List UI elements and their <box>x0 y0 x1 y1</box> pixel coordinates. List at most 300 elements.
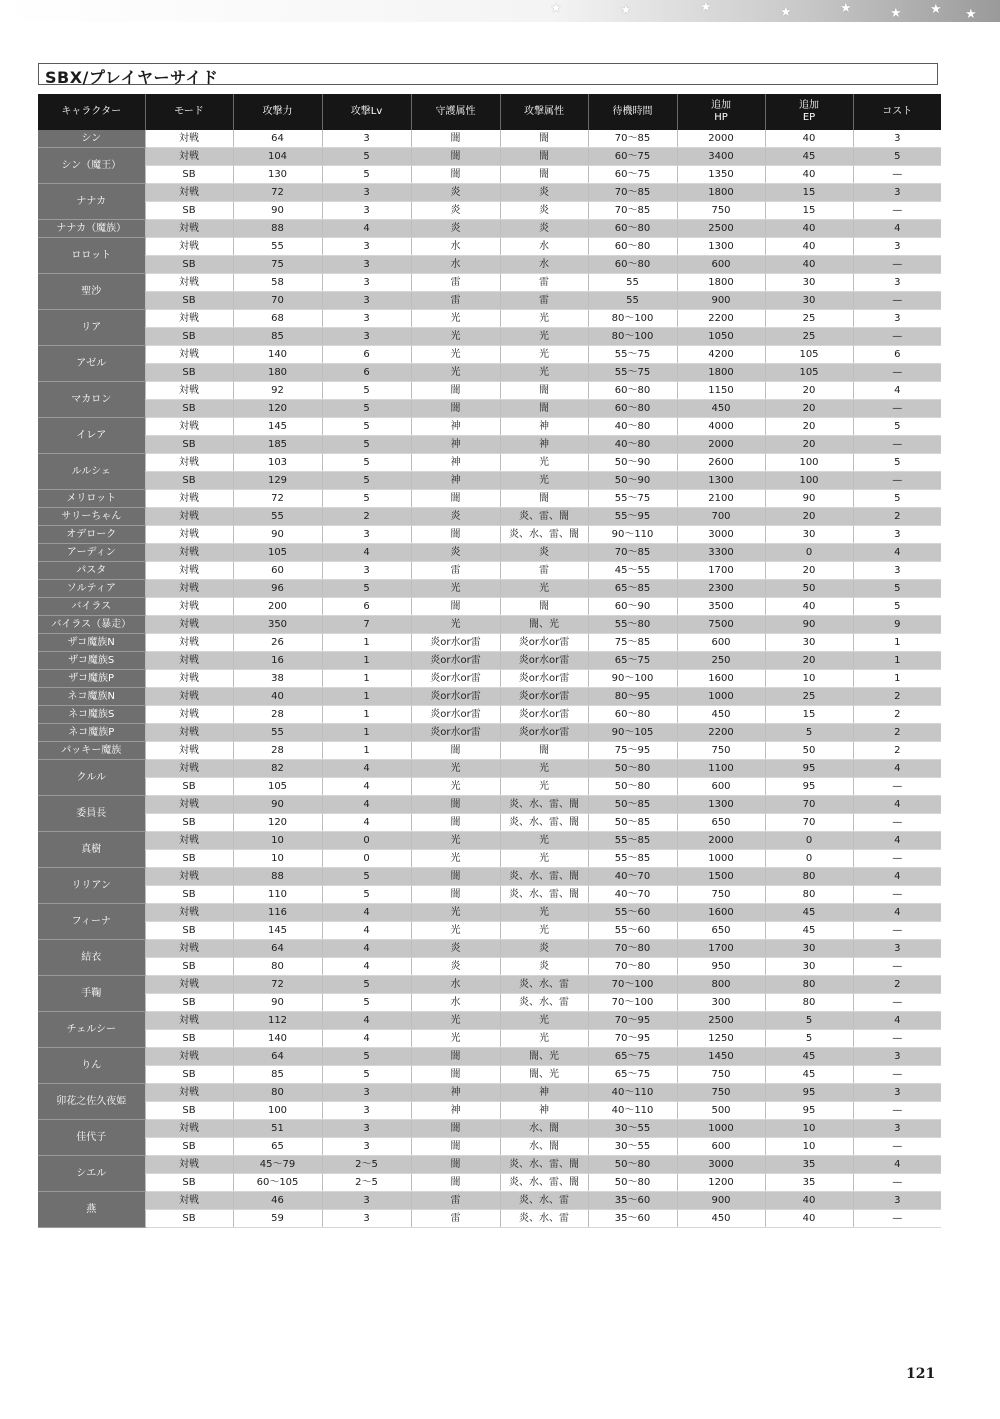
extra-hp-cell: 1450 <box>677 1048 765 1066</box>
cost-cell: — <box>853 1174 941 1192</box>
attack-lv-cell: 4 <box>322 904 411 922</box>
extra-hp-cell: 1100 <box>677 760 765 778</box>
mode-cell: SB <box>145 256 233 274</box>
character-name-cell: ザコ魔族N <box>38 634 145 652</box>
wait-time-cell: 40〜110 <box>588 1084 677 1102</box>
attack-lv-cell: 3 <box>322 292 411 310</box>
top-decorative-band <box>0 0 1000 22</box>
attack-attribute-cell: 雷 <box>500 292 588 310</box>
attack-lv-cell: 3 <box>322 274 411 292</box>
cost-cell: — <box>853 922 941 940</box>
attack-lv-cell: 1 <box>322 742 411 760</box>
attack-attribute-cell: 光 <box>500 1012 588 1030</box>
guard-attribute-cell: 闇 <box>411 1120 500 1138</box>
guard-attribute-cell: 闇 <box>411 796 500 814</box>
attack-cell: 51 <box>233 1120 322 1138</box>
table-row <box>38 652 941 670</box>
table-row <box>38 1102 941 1120</box>
attack-attribute-cell: 闇 <box>500 598 588 616</box>
attack-attribute-cell: 闇 <box>500 490 588 508</box>
extra-ep-cell: 50 <box>765 580 853 598</box>
cost-cell: 1 <box>853 652 941 670</box>
extra-hp-cell: 1000 <box>677 1120 765 1138</box>
table-row <box>38 202 941 220</box>
character-name-cell: シン <box>38 130 145 148</box>
table-row <box>38 742 941 760</box>
extra-hp-cell: 750 <box>677 1084 765 1102</box>
header-attack-attribute: 攻撃属性 <box>500 94 588 130</box>
table-row <box>38 1156 941 1174</box>
attack-attribute-cell: 炎、水、雷、闇 <box>500 886 588 904</box>
cost-cell: 5 <box>853 490 941 508</box>
attack-lv-cell: 1 <box>322 724 411 742</box>
cost-cell: 3 <box>853 526 941 544</box>
character-name-cell: 手鞠 <box>38 976 145 1012</box>
guard-attribute-cell: 神 <box>411 418 500 436</box>
attack-attribute-cell: 炎、水、雷、闇 <box>500 868 588 886</box>
table-row <box>38 454 941 472</box>
extra-hp-cell: 2000 <box>677 130 765 148</box>
cost-cell: 1 <box>853 634 941 652</box>
character-name-cell: 卯花之佐久夜姫 <box>38 1084 145 1120</box>
table-row <box>38 238 941 256</box>
attack-cell: 92 <box>233 382 322 400</box>
cost-cell: 2 <box>853 724 941 742</box>
mode-cell: SB <box>145 958 233 976</box>
character-stats-table <box>38 94 941 1228</box>
attack-lv-cell: 3 <box>322 238 411 256</box>
attack-lv-cell: 3 <box>322 1084 411 1102</box>
wait-time-cell: 45〜55 <box>588 562 677 580</box>
extra-ep-cell: 80 <box>765 868 853 886</box>
mode-cell: SB <box>145 1102 233 1120</box>
attack-lv-cell: 6 <box>322 346 411 364</box>
extra-ep-cell: 95 <box>765 1102 853 1120</box>
extra-ep-cell: 40 <box>765 166 853 184</box>
extra-hp-cell: 1300 <box>677 238 765 256</box>
attack-cell: 72 <box>233 490 322 508</box>
attack-attribute-cell: 炎 <box>500 202 588 220</box>
extra-hp-cell: 1300 <box>677 472 765 490</box>
table-row <box>38 688 941 706</box>
cost-cell: — <box>853 814 941 832</box>
extra-hp-cell: 2500 <box>677 220 765 238</box>
attack-attribute-cell: 神 <box>500 1102 588 1120</box>
mode-cell: 対戦 <box>145 508 233 526</box>
character-name-cell: アーディン <box>38 544 145 562</box>
guard-attribute-cell: 闇 <box>411 1048 500 1066</box>
table-row <box>38 616 941 634</box>
attack-cell: 82 <box>233 760 322 778</box>
table-row <box>38 634 941 652</box>
attack-lv-cell: 5 <box>322 166 411 184</box>
attack-attribute-cell: 雷 <box>500 274 588 292</box>
mode-cell: 対戦 <box>145 490 233 508</box>
star-icon: ★ <box>965 7 977 22</box>
extra-ep-cell: 30 <box>765 958 853 976</box>
table-row <box>38 382 941 400</box>
guard-attribute-cell: 炎or水or雷 <box>411 670 500 688</box>
character-name-cell: アゼル <box>38 346 145 382</box>
guard-attribute-cell: 炎or水or雷 <box>411 634 500 652</box>
table-row <box>38 994 941 1012</box>
attack-lv-cell: 4 <box>322 814 411 832</box>
attack-attribute-cell: 闇 <box>500 148 588 166</box>
mode-cell: 対戦 <box>145 454 233 472</box>
table-row <box>38 760 941 778</box>
wait-time-cell: 70〜80 <box>588 958 677 976</box>
extra-hp-cell: 750 <box>677 742 765 760</box>
attack-attribute-cell: 光 <box>500 472 588 490</box>
extra-ep-cell: 45 <box>765 904 853 922</box>
extra-ep-cell: 20 <box>765 400 853 418</box>
attack-attribute-cell: 炎 <box>500 220 588 238</box>
wait-time-cell: 70〜100 <box>588 976 677 994</box>
extra-ep-cell: 95 <box>765 760 853 778</box>
attack-cell: 59 <box>233 1210 322 1228</box>
table-row <box>38 148 941 166</box>
extra-hp-cell: 2000 <box>677 832 765 850</box>
attack-attribute-cell: 神 <box>500 1084 588 1102</box>
extra-ep-cell: 40 <box>765 256 853 274</box>
wait-time-cell: 60〜75 <box>588 148 677 166</box>
cost-cell: — <box>853 436 941 454</box>
guard-attribute-cell: 神 <box>411 436 500 454</box>
guard-attribute-cell: 雷 <box>411 1192 500 1210</box>
cost-cell: 5 <box>853 598 941 616</box>
attack-attribute-cell: 光 <box>500 904 588 922</box>
attack-cell: 104 <box>233 148 322 166</box>
wait-time-cell: 60〜80 <box>588 382 677 400</box>
extra-ep-cell: 45 <box>765 148 853 166</box>
attack-cell: 55 <box>233 508 322 526</box>
guard-attribute-cell: 闇 <box>411 1066 500 1084</box>
guard-attribute-cell: 闇 <box>411 382 500 400</box>
guard-attribute-cell: 闇 <box>411 868 500 886</box>
extra-ep-cell: 100 <box>765 454 853 472</box>
guard-attribute-cell: 雷 <box>411 292 500 310</box>
table-row <box>38 940 941 958</box>
attack-attribute-cell: 光 <box>500 760 588 778</box>
extra-ep-cell: 20 <box>765 652 853 670</box>
guard-attribute-cell: 光 <box>411 328 500 346</box>
mode-cell: SB <box>145 994 233 1012</box>
cost-cell: 3 <box>853 1048 941 1066</box>
extra-ep-cell: 25 <box>765 328 853 346</box>
extra-ep-cell: 70 <box>765 796 853 814</box>
extra-ep-cell: 100 <box>765 472 853 490</box>
star-icon: ★ <box>700 0 712 15</box>
attack-attribute-cell: 光 <box>500 850 588 868</box>
extra-hp-cell: 1800 <box>677 364 765 382</box>
header-attack-lv: 攻撃Lv <box>322 94 411 130</box>
guard-attribute-cell: 光 <box>411 364 500 382</box>
mode-cell: SB <box>145 400 233 418</box>
attack-cell: 72 <box>233 976 322 994</box>
extra-ep-cell: 40 <box>765 130 853 148</box>
attack-cell: 55 <box>233 238 322 256</box>
wait-time-cell: 75〜85 <box>588 634 677 652</box>
guard-attribute-cell: 炎or水or雷 <box>411 688 500 706</box>
wait-time-cell: 90〜105 <box>588 724 677 742</box>
wait-time-cell: 65〜85 <box>588 580 677 598</box>
guard-attribute-cell: 雷 <box>411 274 500 292</box>
attack-lv-cell: 5 <box>322 400 411 418</box>
cost-cell: — <box>853 994 941 1012</box>
wait-time-cell: 30〜55 <box>588 1120 677 1138</box>
extra-hp-cell: 2300 <box>677 580 765 598</box>
mode-cell: SB <box>145 1030 233 1048</box>
attack-lv-cell: 1 <box>322 652 411 670</box>
attack-lv-cell: 3 <box>322 328 411 346</box>
attack-cell: 180 <box>233 364 322 382</box>
attack-lv-cell: 5 <box>322 472 411 490</box>
mode-cell: SB <box>145 292 233 310</box>
table-row <box>38 400 941 418</box>
extra-hp-cell: 600 <box>677 1138 765 1156</box>
table-header-row <box>38 94 941 130</box>
wait-time-cell: 80〜100 <box>588 310 677 328</box>
attack-cell: 65 <box>233 1138 322 1156</box>
header-extra-ep: 追加 EP <box>765 94 853 130</box>
guard-attribute-cell: 光 <box>411 580 500 598</box>
attack-cell: 64 <box>233 1048 322 1066</box>
extra-hp-cell: 2000 <box>677 436 765 454</box>
wait-time-cell: 60〜80 <box>588 400 677 418</box>
mode-cell: SB <box>145 436 233 454</box>
wait-time-cell: 40〜110 <box>588 1102 677 1120</box>
guard-attribute-cell: 炎 <box>411 544 500 562</box>
star-icon: ★ <box>840 1 852 16</box>
extra-hp-cell: 7500 <box>677 616 765 634</box>
mode-cell: 対戦 <box>145 1012 233 1030</box>
attack-lv-cell: 2〜5 <box>322 1156 411 1174</box>
cost-cell: 3 <box>853 1192 941 1210</box>
extra-hp-cell: 1600 <box>677 904 765 922</box>
extra-hp-cell: 1350 <box>677 166 765 184</box>
guard-attribute-cell: 光 <box>411 1012 500 1030</box>
table-row <box>38 1066 941 1084</box>
attack-attribute-cell: 炎、水、雷、闇 <box>500 1174 588 1192</box>
mode-cell: SB <box>145 778 233 796</box>
mode-cell: 対戦 <box>145 580 233 598</box>
attack-attribute-cell: 闇、光 <box>500 1048 588 1066</box>
attack-attribute-cell: 炎、水、雷 <box>500 1210 588 1228</box>
star-icon: ★ <box>930 2 942 17</box>
table-row <box>38 1030 941 1048</box>
attack-attribute-cell: 光 <box>500 328 588 346</box>
cost-cell: 4 <box>853 220 941 238</box>
table-row <box>38 328 941 346</box>
cost-cell: 3 <box>853 1120 941 1138</box>
mode-cell: 対戦 <box>145 904 233 922</box>
table-row <box>38 184 941 202</box>
cost-cell: 2 <box>853 976 941 994</box>
attack-lv-cell: 4 <box>322 922 411 940</box>
mode-cell: SB <box>145 364 233 382</box>
cost-cell: — <box>853 1138 941 1156</box>
wait-time-cell: 50〜80 <box>588 778 677 796</box>
extra-hp-cell: 900 <box>677 292 765 310</box>
table-row <box>38 580 941 598</box>
character-name-cell: チェルシー <box>38 1012 145 1048</box>
attack-cell: 10 <box>233 850 322 868</box>
guard-attribute-cell: 闇 <box>411 148 500 166</box>
attack-cell: 105 <box>233 778 322 796</box>
extra-hp-cell: 900 <box>677 1192 765 1210</box>
attack-cell: 85 <box>233 1066 322 1084</box>
attack-attribute-cell: 光 <box>500 778 588 796</box>
attack-lv-cell: 3 <box>322 526 411 544</box>
extra-hp-cell: 3000 <box>677 1156 765 1174</box>
attack-lv-cell: 3 <box>322 310 411 328</box>
cost-cell: 3 <box>853 184 941 202</box>
extra-hp-cell: 300 <box>677 994 765 1012</box>
wait-time-cell: 75〜95 <box>588 742 677 760</box>
mode-cell: 対戦 <box>145 652 233 670</box>
attack-attribute-cell: 炎or水or雷 <box>500 724 588 742</box>
guard-attribute-cell: 雷 <box>411 1210 500 1228</box>
star-icon: ★ <box>620 3 632 18</box>
attack-attribute-cell: 炎、水、雷 <box>500 994 588 1012</box>
wait-time-cell: 55〜60 <box>588 922 677 940</box>
guard-attribute-cell: 光 <box>411 310 500 328</box>
cost-cell: 9 <box>853 616 941 634</box>
character-name-cell: ネコ魔族N <box>38 688 145 706</box>
mode-cell: 対戦 <box>145 724 233 742</box>
wait-time-cell: 50〜85 <box>588 814 677 832</box>
table-row <box>38 724 941 742</box>
cost-cell: — <box>853 1210 941 1228</box>
character-name-cell: ソルティア <box>38 580 145 598</box>
cost-cell: 1 <box>853 670 941 688</box>
character-name-cell: オデローク <box>38 526 145 544</box>
wait-time-cell: 40〜70 <box>588 886 677 904</box>
extra-hp-cell: 1600 <box>677 670 765 688</box>
header-wait-time: 待機時間 <box>588 94 677 130</box>
guard-attribute-cell: 闇 <box>411 490 500 508</box>
table-row <box>38 490 941 508</box>
cost-cell: 3 <box>853 130 941 148</box>
mode-cell: SB <box>145 202 233 220</box>
extra-hp-cell: 2200 <box>677 310 765 328</box>
guard-attribute-cell: 炎or水or雷 <box>411 652 500 670</box>
attack-lv-cell: 3 <box>322 184 411 202</box>
table-row <box>38 922 941 940</box>
guard-attribute-cell: 光 <box>411 760 500 778</box>
star-icon: ★ <box>780 5 792 20</box>
extra-hp-cell: 1000 <box>677 850 765 868</box>
attack-lv-cell: 3 <box>322 130 411 148</box>
attack-lv-cell: 4 <box>322 1012 411 1030</box>
extra-hp-cell: 2100 <box>677 490 765 508</box>
extra-hp-cell: 1500 <box>677 868 765 886</box>
mode-cell: 対戦 <box>145 1192 233 1210</box>
extra-hp-cell: 950 <box>677 958 765 976</box>
guard-attribute-cell: 光 <box>411 922 500 940</box>
attack-cell: 88 <box>233 220 322 238</box>
guard-attribute-cell: 水 <box>411 976 500 994</box>
extra-ep-cell: 20 <box>765 382 853 400</box>
attack-attribute-cell: 闇 <box>500 382 588 400</box>
attack-lv-cell: 0 <box>322 832 411 850</box>
extra-ep-cell: 80 <box>765 886 853 904</box>
guard-attribute-cell: 光 <box>411 616 500 634</box>
cost-cell: 2 <box>853 742 941 760</box>
cost-cell: 3 <box>853 1084 941 1102</box>
attack-attribute-cell: 闇、光 <box>500 1066 588 1084</box>
wait-time-cell: 35〜60 <box>588 1192 677 1210</box>
wait-time-cell: 55 <box>588 274 677 292</box>
guard-attribute-cell: 闇 <box>411 598 500 616</box>
attack-cell: 200 <box>233 598 322 616</box>
guard-attribute-cell: 光 <box>411 850 500 868</box>
extra-ep-cell: 105 <box>765 364 853 382</box>
wait-time-cell: 30〜55 <box>588 1138 677 1156</box>
extra-hp-cell: 3300 <box>677 544 765 562</box>
extra-hp-cell: 650 <box>677 814 765 832</box>
extra-ep-cell: 80 <box>765 994 853 1012</box>
character-name-cell: ネコ魔族P <box>38 724 145 742</box>
mode-cell: SB <box>145 166 233 184</box>
table-row <box>38 814 941 832</box>
cost-cell: 4 <box>853 760 941 778</box>
table-body <box>38 130 941 1228</box>
mode-cell: 対戦 <box>145 418 233 436</box>
cost-cell: 3 <box>853 940 941 958</box>
wait-time-cell: 55〜60 <box>588 904 677 922</box>
cost-cell: — <box>853 778 941 796</box>
wait-time-cell: 80〜95 <box>588 688 677 706</box>
attack-cell: 38 <box>233 670 322 688</box>
extra-ep-cell: 0 <box>765 544 853 562</box>
attack-lv-cell: 5 <box>322 868 411 886</box>
wait-time-cell: 55〜75 <box>588 346 677 364</box>
wait-time-cell: 90〜100 <box>588 670 677 688</box>
cost-cell: 6 <box>853 346 941 364</box>
table-row <box>38 958 941 976</box>
wait-time-cell: 60〜80 <box>588 220 677 238</box>
attack-lv-cell: 1 <box>322 634 411 652</box>
attack-cell: 72 <box>233 184 322 202</box>
guard-attribute-cell: 闇 <box>411 742 500 760</box>
extra-ep-cell: 45 <box>765 1066 853 1084</box>
attack-attribute-cell: 神 <box>500 418 588 436</box>
attack-attribute-cell: 炎or水or雷 <box>500 706 588 724</box>
mode-cell: 対戦 <box>145 832 233 850</box>
cost-cell: — <box>853 292 941 310</box>
extra-ep-cell: 10 <box>765 1138 853 1156</box>
character-name-cell: りん <box>38 1048 145 1084</box>
table-row <box>38 832 941 850</box>
cost-cell: 2 <box>853 688 941 706</box>
extra-hp-cell: 650 <box>677 922 765 940</box>
attack-cell: 100 <box>233 1102 322 1120</box>
extra-ep-cell: 45 <box>765 922 853 940</box>
guard-attribute-cell: 闇 <box>411 814 500 832</box>
extra-ep-cell: 80 <box>765 976 853 994</box>
character-name-cell: ロロット <box>38 238 145 274</box>
cost-cell: — <box>853 958 941 976</box>
extra-hp-cell: 4200 <box>677 346 765 364</box>
table-row <box>38 796 941 814</box>
attack-cell: 129 <box>233 472 322 490</box>
cost-cell: — <box>853 472 941 490</box>
guard-attribute-cell: 神 <box>411 1084 500 1102</box>
guard-attribute-cell: 炎or水or雷 <box>411 706 500 724</box>
character-name-cell: メリロット <box>38 490 145 508</box>
guard-attribute-cell: 闇 <box>411 526 500 544</box>
